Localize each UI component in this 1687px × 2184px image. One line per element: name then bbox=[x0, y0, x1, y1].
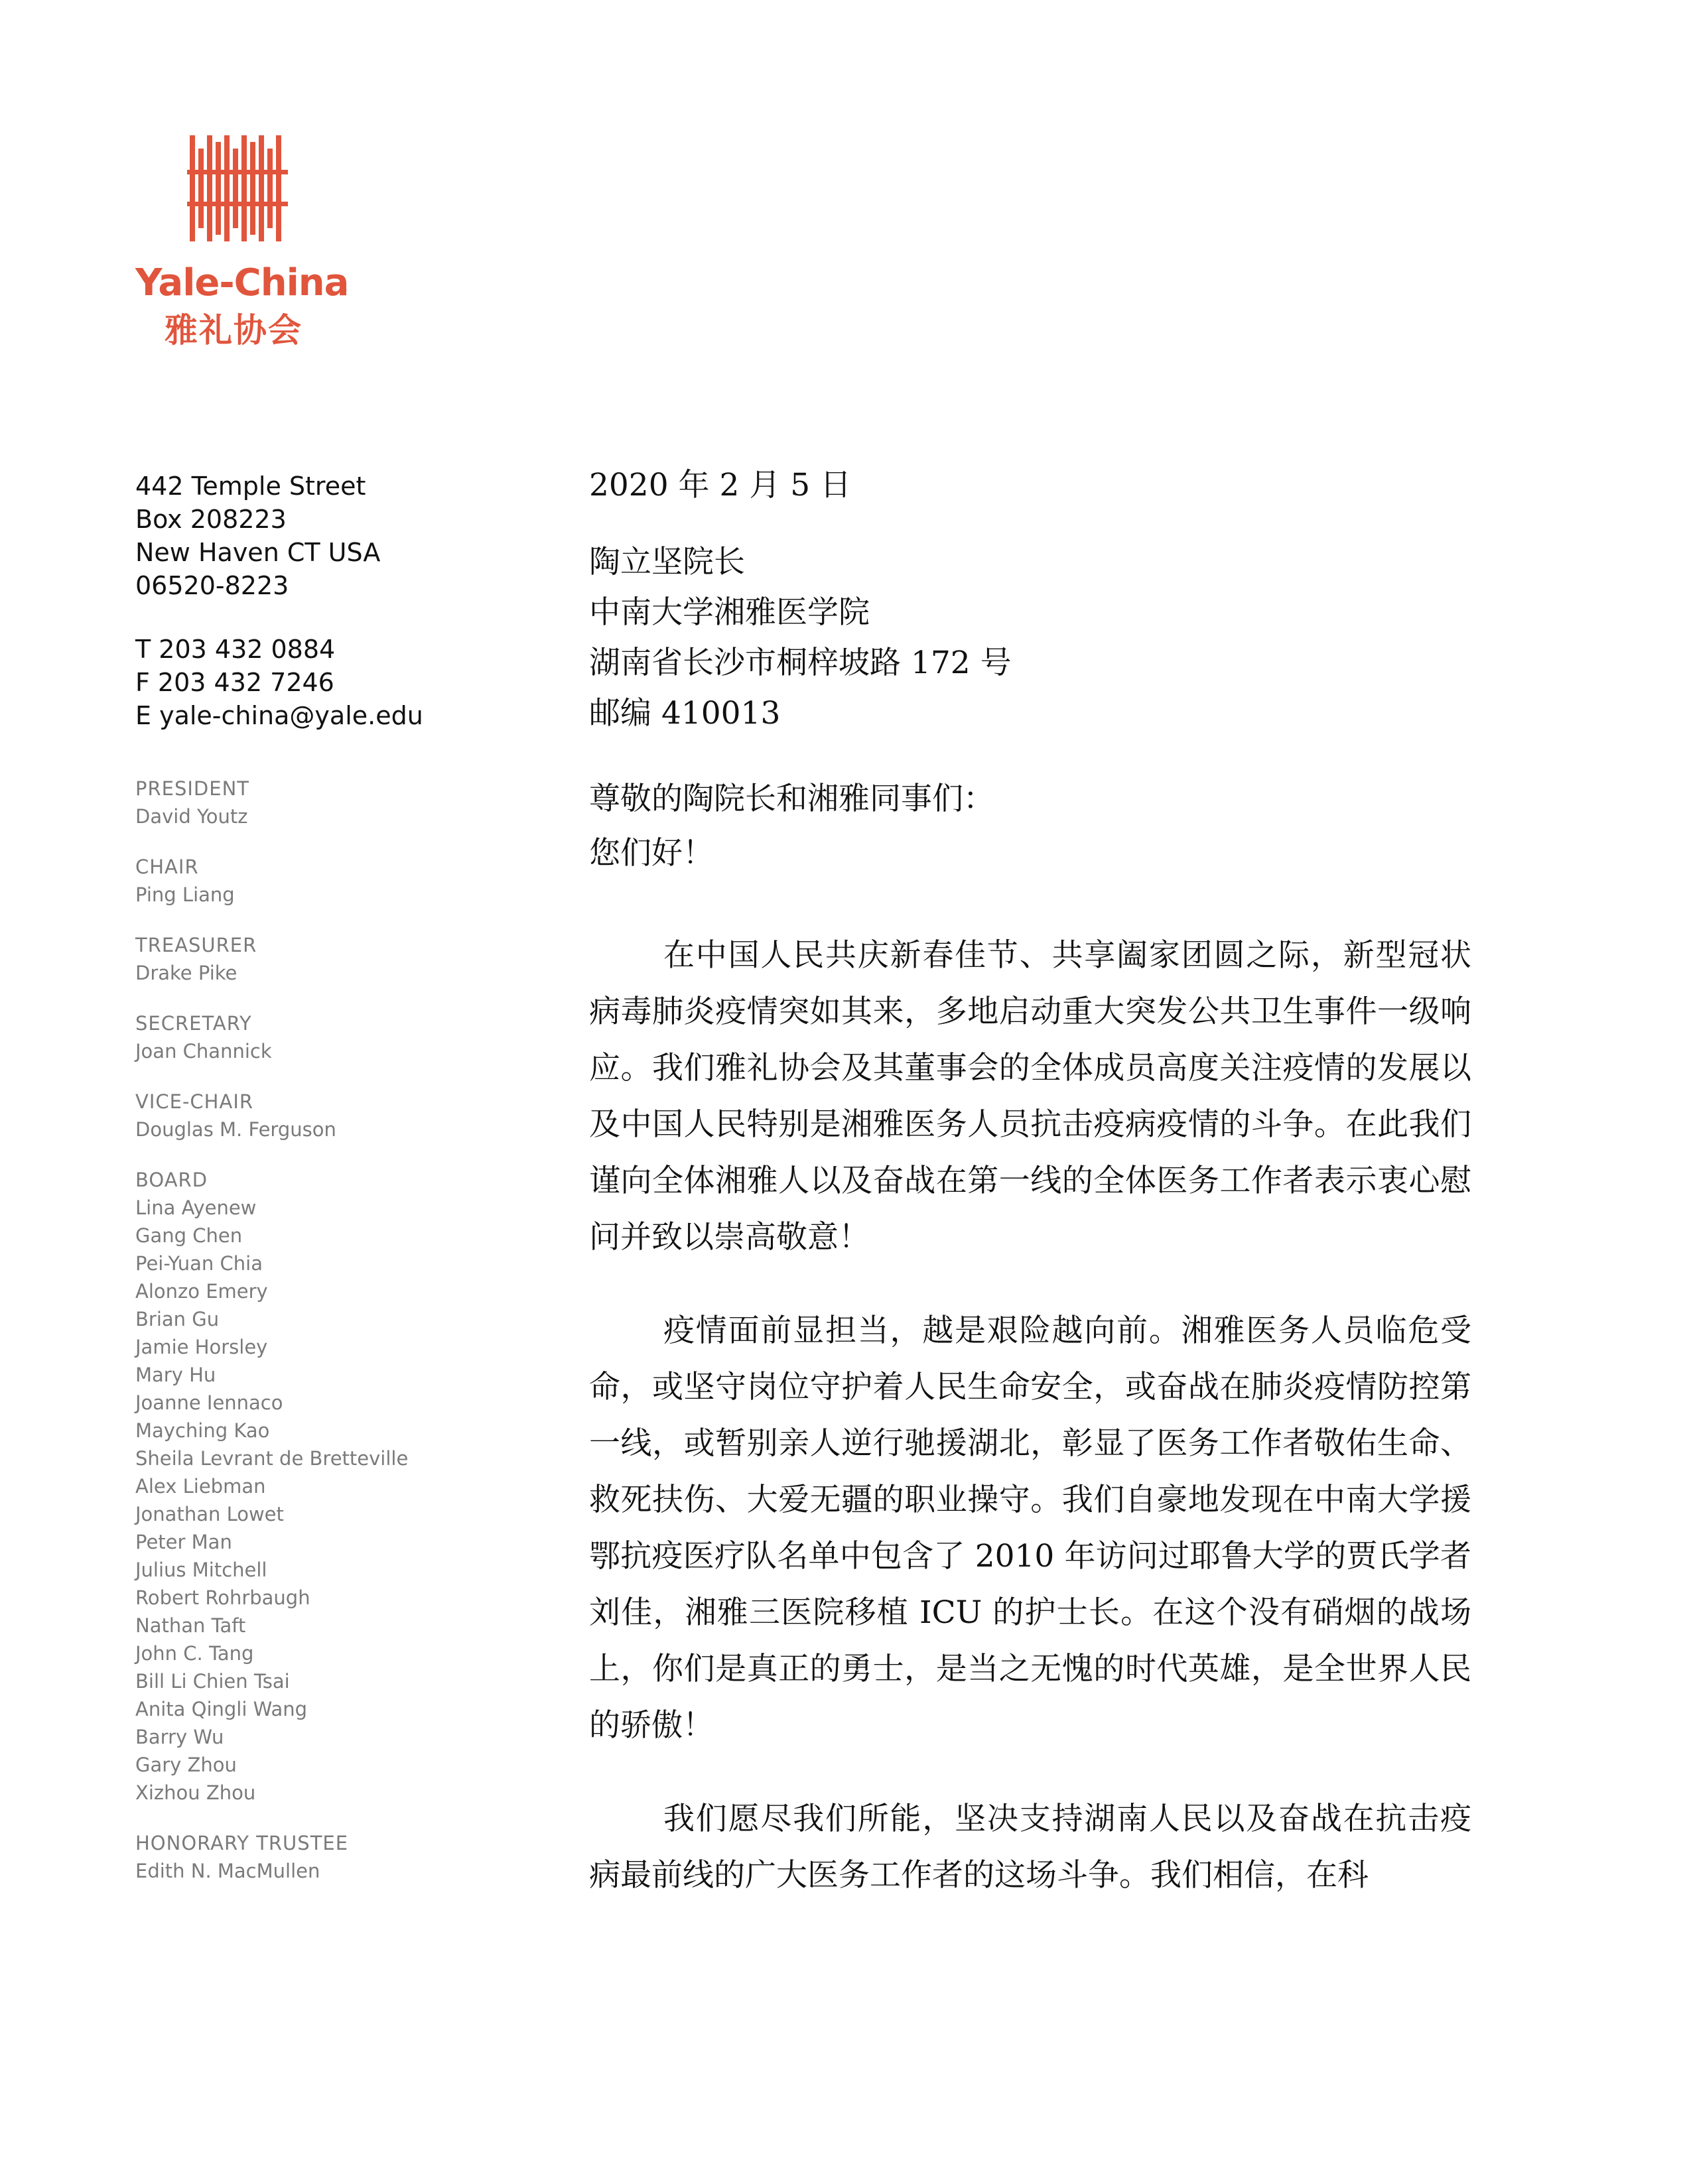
letter-paragraph: 在中国人民共庆新春佳节、共享阖家团圆之际，新型冠状病毒肺炎疫情突如其来，多地启动重大突发公共卫生事件一级响应。我们雅礼协会及其董事会的全体成员高度关注疫情的发展以及中国人民特别是湘雅医务人员抗击疫病疫情的斗争。在此我们谨向全体湘雅人以及奋战在第一线的全体医务工作者表示衷心慰问并致以崇高敬意！ bbox=[589, 937, 1471, 1255]
officer-role: TREASURER bbox=[135, 934, 257, 956]
officer-secretary bbox=[135, 1009, 447, 1065]
officer-name: Ping Liang bbox=[135, 883, 235, 906]
board-member: Alex Liebman bbox=[135, 1475, 266, 1498]
board-member: Gang Chen bbox=[135, 1224, 243, 1247]
board-member: Nathan Taft bbox=[135, 1614, 246, 1637]
recipient-line: 陶立坚院长 bbox=[589, 544, 745, 580]
logo-chinese-name: 雅礼协会 bbox=[165, 311, 303, 350]
letter-paragraph: 疫情面前显担当，越是艰险越向前。湘雅医务人员临危受命，或坚守岗位守护着人民生命安全，或奋战在肺炎疫情防控第一线，或暂别亲人逆行驰援湖北，彰显了医务工作者敬佑生命、救死扶伤、大爱无疆的职业操守。我们自豪地发现在中南大学援鄂抗疫医疗队名单中包含了 2010 年访问过耶鲁大学的贾氏学者刘佳，湘雅三医院移植 ICU 的护士长。在这个没有硝烟的战场上，你们是真正的勇士，是当之无愧的时代英雄，是全世界人民的骄傲！ bbox=[589, 1313, 1471, 1744]
board-member: Jamie Horsley bbox=[135, 1336, 268, 1358]
officer-role: VICE-CHAIR bbox=[135, 1090, 254, 1113]
board-member: John C. Tang bbox=[135, 1642, 254, 1665]
letter-paragraph: 我们愿尽我们所能，坚决支持湖南人民以及奋战在抗击疫病最前线的广大医务工作者的这场斗争。我们相信，在科 bbox=[589, 1801, 1471, 1894]
letter-date: 2020 年 2 月 5 日 bbox=[589, 467, 852, 503]
board-member: Jonathan Lowet bbox=[135, 1503, 284, 1525]
officer-role: HONORARY TRUSTEE bbox=[135, 1832, 349, 1854]
board-member: Robert Rohrbaugh bbox=[135, 1586, 310, 1609]
board-members-list bbox=[135, 1166, 447, 1807]
board-member: Brian Gu bbox=[135, 1308, 220, 1330]
fax-number: F 203 432 7246 bbox=[135, 668, 334, 697]
officer-treasurer bbox=[135, 931, 447, 987]
contact-info bbox=[135, 633, 447, 732]
recipient-address bbox=[589, 537, 1471, 739]
mailing-address bbox=[135, 470, 447, 602]
officers-list bbox=[135, 775, 447, 1885]
board-member: Barry Wu bbox=[135, 1726, 224, 1748]
board-member: Bill Li Chien Tsai bbox=[135, 1670, 290, 1693]
board-member: Mayching Kao bbox=[135, 1419, 270, 1442]
board-member: Xizhou Zhou bbox=[135, 1781, 256, 1804]
officer-name: Douglas M. Ferguson bbox=[135, 1118, 336, 1141]
recipient-line: 中南大学湘雅医学院 bbox=[589, 594, 870, 631]
board-member: Peter Man bbox=[135, 1531, 232, 1553]
officer-role: SECRETARY bbox=[135, 1012, 252, 1035]
phone-number: T 203 432 0884 bbox=[135, 635, 336, 664]
letterhead-sidebar bbox=[135, 470, 447, 1907]
recipient-line: 邮编 410013 bbox=[589, 695, 781, 732]
officer-role: CHAIR bbox=[135, 856, 199, 878]
officer-chair bbox=[135, 853, 447, 909]
board-member: Anita Qingli Wang bbox=[135, 1698, 308, 1720]
board-member: Alonzo Emery bbox=[135, 1280, 268, 1303]
board-member: Lina Ayenew bbox=[135, 1196, 257, 1219]
letter-body bbox=[589, 460, 1471, 1903]
opening-line: 您们好！ bbox=[589, 835, 714, 871]
salutation: 尊敬的陶院长和湘雅同事们： bbox=[589, 781, 994, 817]
board-member: Sheila Levrant de Bretteville bbox=[135, 1447, 409, 1470]
yale-china-emblem-icon bbox=[187, 135, 288, 241]
officer-name: David Youtz bbox=[135, 805, 248, 828]
board-member: Julius Mitchell bbox=[135, 1559, 267, 1581]
officer-president bbox=[135, 775, 447, 830]
officer-name: Drake Pike bbox=[135, 962, 237, 984]
officer-name: Edith N. MacMullen bbox=[135, 1860, 320, 1882]
address-line: Box 208223 bbox=[135, 505, 287, 534]
officer-vice-chair bbox=[135, 1088, 447, 1143]
board-member: Gary Zhou bbox=[135, 1754, 237, 1776]
officer-name: Joan Channick bbox=[135, 1040, 272, 1062]
officer-role: PRESIDENT bbox=[135, 777, 249, 800]
board-member: Joanne Iennaco bbox=[135, 1391, 283, 1414]
email-address: E yale-china@yale.edu bbox=[135, 701, 423, 730]
address-line: 442 Temple Street bbox=[135, 472, 366, 501]
board-member: Pei-Yuan Chia bbox=[135, 1252, 263, 1275]
recipient-line: 湖南省长沙市桐梓坡路 172 号 bbox=[589, 645, 1012, 681]
logo-wordmark: Yale-China bbox=[135, 261, 349, 304]
board-member: Mary Hu bbox=[135, 1364, 216, 1386]
address-line: 06520-8223 bbox=[135, 571, 289, 600]
honorary-trustee bbox=[135, 1829, 447, 1885]
address-line: New Haven CT USA bbox=[135, 538, 381, 567]
board-label: BOARD bbox=[135, 1169, 208, 1191]
greeting bbox=[589, 772, 1471, 881]
